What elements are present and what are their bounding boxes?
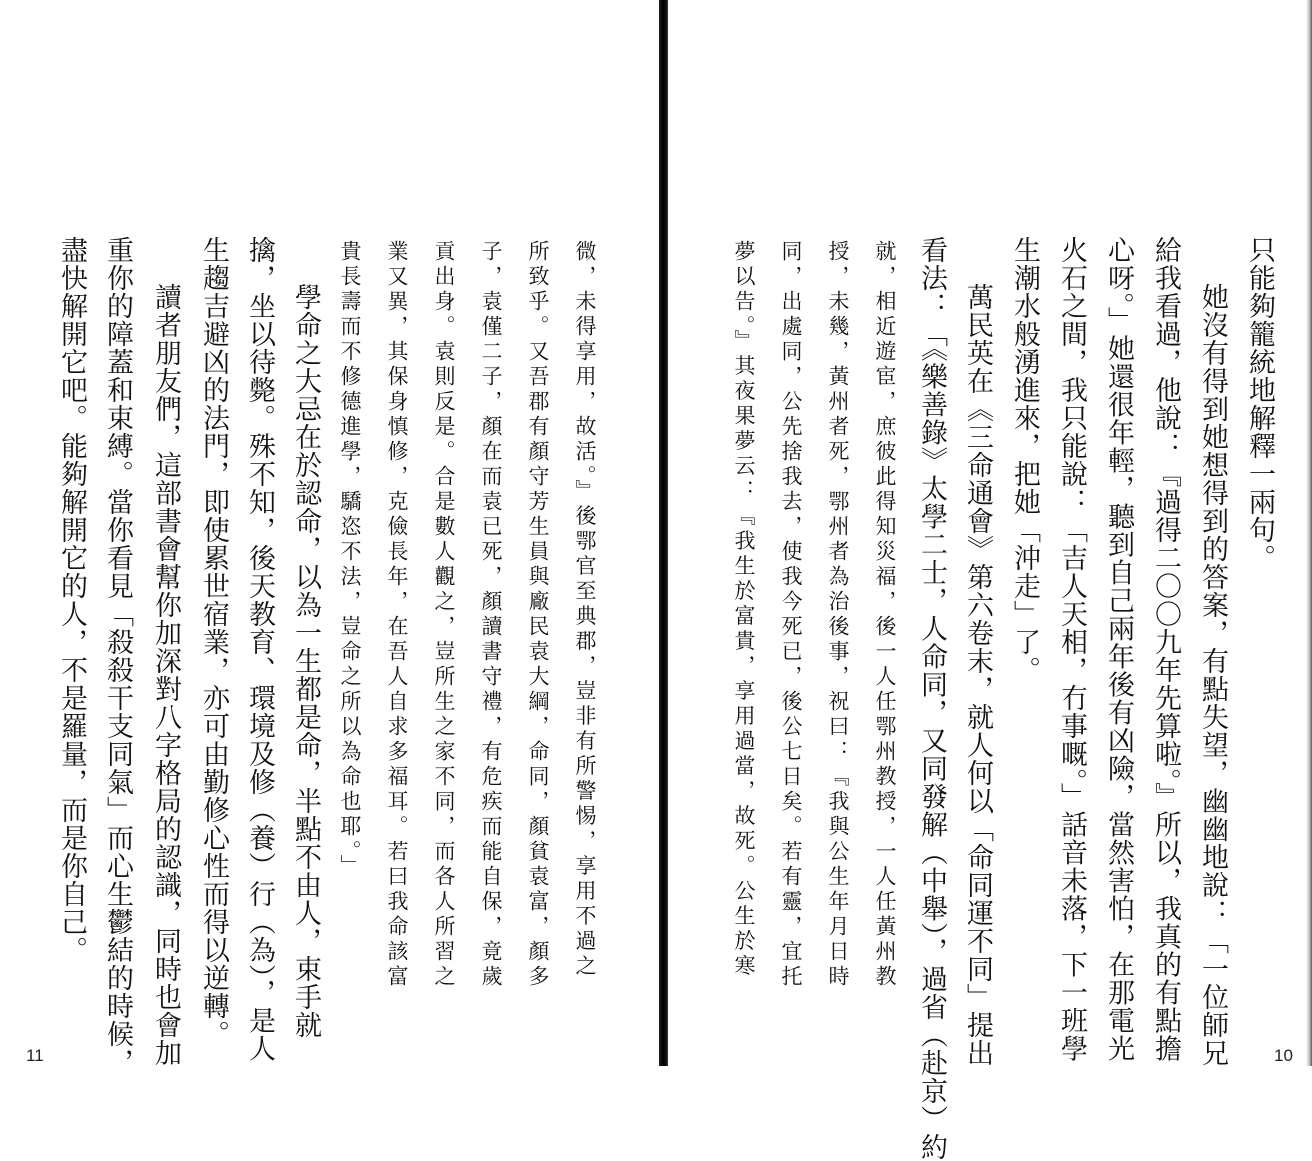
left-column-10: 讀者朋友們，這部書會幫你加深對八字格局的認識，同時也會加 [150, 283, 181, 1067]
left-column-7: 學命之大忌在於認命，以為一生都是命，半點不由人，束手就 [290, 283, 321, 1039]
left-column-1: 微，未得享用，故活。』後鄂官至典郡，豈非有所警惕，享用不過之 [573, 240, 597, 980]
right-column-6: 生潮水般湧進來，把她「沖走」了。 [1009, 236, 1040, 684]
page-edge [1306, 0, 1312, 1066]
left-column-11: 重你的障蓋和束縛。當你看見「殺殺干支同氣」而心生鬱結的時候， [102, 236, 133, 1076]
right-column-7: 萬民英在《三命通會》第六卷末，就人何以「命同運不同」提出 [962, 283, 993, 1067]
left-column-2: 所致乎。又吾郡有顏守芳生員與廠民袁大綱，命同，顏貧袁富，顏多 [526, 240, 550, 990]
left-column-4: 貢出身。袁則反是。合是數人觀之，豈所生之家不同，而各人所習之 [432, 240, 456, 990]
left-column-5: 業又異，其保身慎修，克儉長年，在吾人自求多福耳。若曰我命該富 [385, 240, 409, 990]
right-column-2: 她沒有得到她想得到的答案，有點失望，幽幽地說：「一位師兄 [1197, 283, 1228, 1067]
left-column-3: 子，袁僅二子，顏在而袁已死，顏讀書守禮，有危疾而能自保，竟歲 [479, 240, 503, 990]
right-column-5: 火石之間，我只能說：「吉人天相，冇事嘅。」話音未落，下一班學 [1056, 236, 1087, 1063]
right-column-10: 授，未幾，黃州者死，鄂州者為治後事，祝曰：『我與公生年月日時 [826, 240, 850, 990]
page-number-left: 11 [26, 1046, 44, 1065]
left-column-8: 擒，坐以待斃。殊不知，後天教育、環境及修（養）行（為），是人 [244, 236, 275, 1063]
page-number-right: 10 [1274, 1046, 1293, 1065]
right-column-8: 看法：「《樂善錄》太學二士，人命同，又同發解（中舉），過省（赴京）約 [916, 236, 947, 1161]
right-column-3: 給我看過，他說：『過得二〇〇九年先算啦。』所以，我真的有點擔 [1150, 236, 1181, 1063]
right-column-12: 夢以告。』其夜果夢云：『我生於富貴，享用過當，故死。公生於寒 [732, 240, 756, 980]
left-column-6: 貴長壽而不修德進學，驕恣不法，豈命之所以為命也耶。」 [338, 240, 362, 880]
right-column-9: 就，相近遊宦，庶彼此得知災福，後一人任鄂州教授，一人任黃州教 [873, 240, 897, 990]
right-column-11: 同，出處同，公先捨我去，使我今死已，後公七日矣。若有靈，宜托 [779, 240, 803, 990]
right-column-4: 心呀。」她還很年輕，聽到自己兩年後有凶險，當然害怕，在那電光 [1103, 236, 1134, 1063]
left-column-9: 生趨吉避凶的法門，即使累世宿業，亦可由勤修心性而得以逆轉。 [198, 236, 229, 1048]
left-column-12: 盡快解開它吧。能夠解開它的人，不是羅量，而是你自己。 [56, 236, 87, 964]
right-page [668, 0, 1312, 1161]
right-column-1: 只能夠籠統地解釋一兩句。 [1244, 236, 1275, 572]
left-page [0, 0, 660, 1076]
